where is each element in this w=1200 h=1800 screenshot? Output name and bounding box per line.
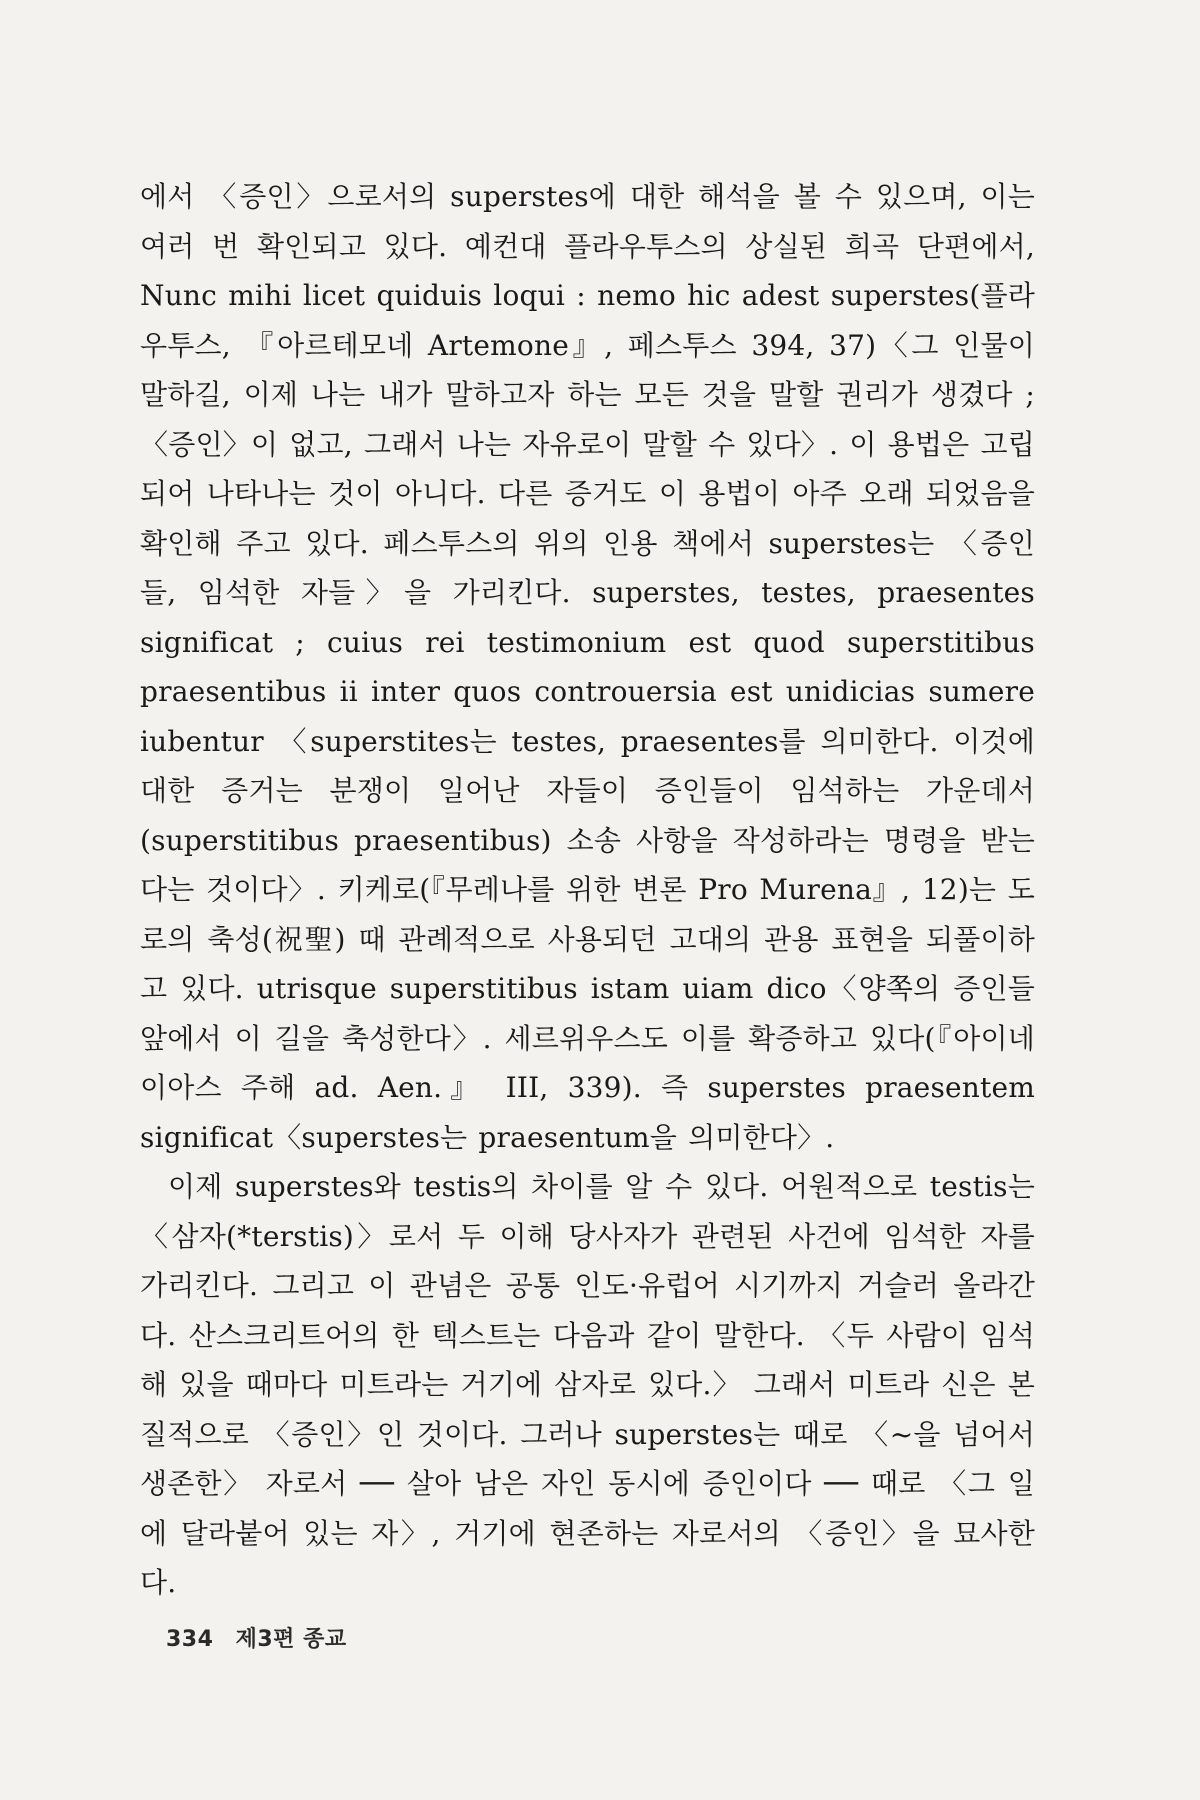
page-number: 334: [166, 1627, 214, 1652]
body-text: [140, 172, 1035, 1608]
paragraph-2: 이제 superstes와 testis의 차이를 알 수 있다. 어원적으로 testis는 〈삼자(*terstis)〉로서 두 이해 당사자가 관련된 사건에 임석한 자를 가리킨다. 그리고 이 관념은 공통 인도·유럽어 시기까지 거슬러 올라간다. 산스크리트어의 한 텍스트는 다음과 같이 말한다. 〈두 사람이 임석해 있을 때마다 미트라는 거기에 삼자로 있다.〉 그래서 미트라 신은 본질적으로 〈증인〉인 것이다. 그러나 superstes는 때로 〈~을 넘어서 생존한〉 자로서 ── 살아 남은 자인 동시에 증인이다 ── 때로 〈그 일에 달라붙어 있는 자〉, 거기에 현존하는 자로서의 〈증인〉을 묘사한다.: [140, 1170, 1035, 1599]
page-footer: [166, 1622, 347, 1653]
paragraph-1: 에서 〈증인〉으로서의 superstes에 대한 해석을 볼 수 있으며, 이는 여러 번 확인되고 있다. 예컨대 플라우투스의 상실된 희곡 단편에서, Nunc mihi licet quiduis loqui : nemo hic adest superstes(플라우투스, 『아르테모네 Artemone』, 페스투스 394, 37)〈그 인물이 말하길, 이제 나는 내가 말하고자 하는 모든 것을 말할 권리가 생겼다 ; 〈증인〉이 없고, 그래서 나는 자유로이 말할 수 있다〉. 이 용법은 고립되어 나타나는 것이 아니다. 다른 증거도 이 용법이 아주 오래 되었음을 확인해 주고 있다. 페스투스의 위의 인용 책에서 superstes는 〈증인들, 임석한 자들〉을 가리킨다. superstes, testes, praesentes significat ; cuius rei testimonium est quod superstitibus praesentibus ii inter quos controuersia est unidicias sumere iubentur 〈superstites는 testes, praesentes를 의미한다. 이것에 대한 증거는 분쟁이 일어난 자들이 증인들이 임석하는 가운데서(superstitibus praesentibus) 소송 사항을 작성하라는 명령을 받는다는 것이다〉. 키케로(『무레나를 위한 변론 Pro Murena』, 12)는 도로의 축성(祝聖) 때 관례적으로 사용되던 고대의 관용 표현을 되풀이하고 있다. utrisque superstitibus istam uiam dico〈양쪽의 증인들 앞에서 이 길을 축성한다〉. 세르위우스도 이를 확증하고 있다(『아이네이아스 주해 ad. Aen.』 III, 339). 즉 superstes praesentem significat〈superstes는 praesentum을 의미한다〉.: [140, 180, 1036, 1154]
section-title: 제3편 종교: [235, 1627, 347, 1652]
